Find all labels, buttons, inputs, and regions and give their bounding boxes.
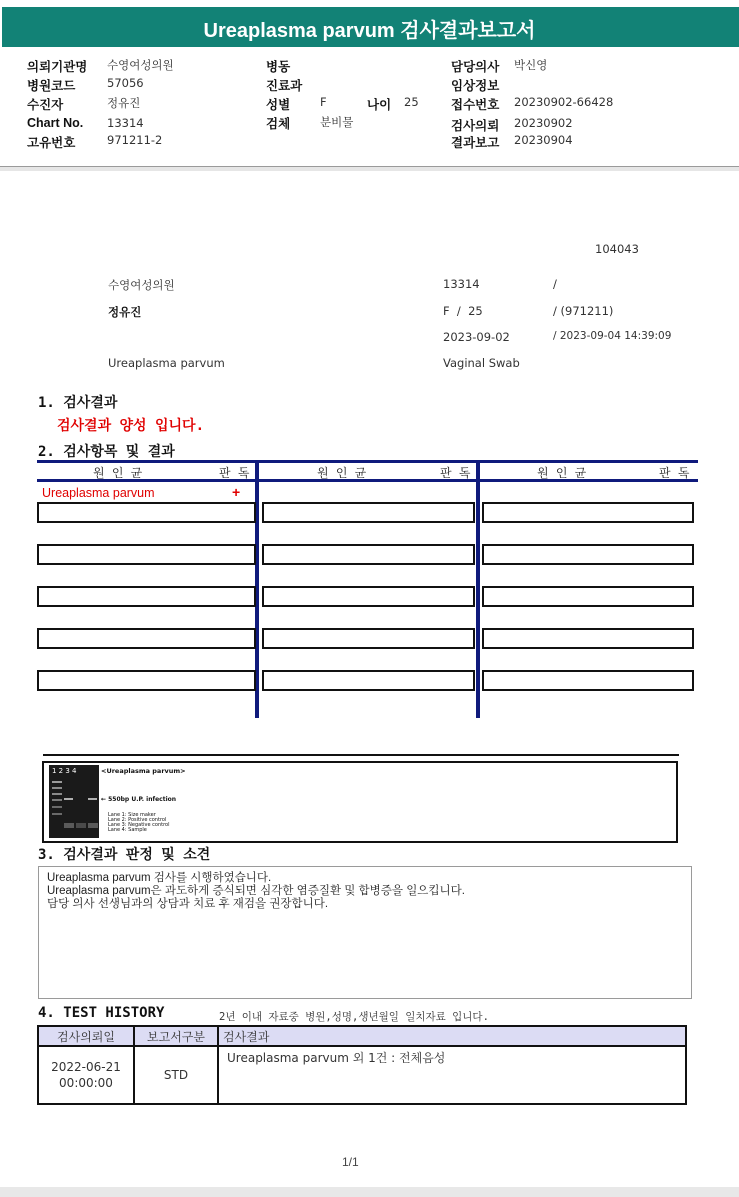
label-patient: 수진자 bbox=[27, 98, 64, 112]
history-col-type: 보고서구분 bbox=[134, 1026, 218, 1046]
table-col-divider-2 bbox=[476, 460, 480, 718]
section2-heading: 2. 검사항목 및 결과 bbox=[38, 444, 175, 460]
page-footer-band bbox=[0, 1187, 739, 1197]
gel-lane-numbers: 1 2 3 4 bbox=[52, 767, 77, 775]
result-box bbox=[262, 586, 475, 607]
remark-box bbox=[38, 866, 692, 999]
doc-birth: / (971211) bbox=[553, 304, 614, 318]
doc-sex-age: F / 25 bbox=[443, 304, 483, 318]
remark-line-3: 담당 의사 선생님과의 상담과 치료 후 재검을 권장합니다. bbox=[47, 898, 329, 910]
value-age: 25 bbox=[404, 95, 419, 109]
value-receipt-no: 20230902-66428 bbox=[514, 95, 614, 109]
history-header-row bbox=[38, 1026, 686, 1046]
history-cell-date bbox=[38, 1046, 134, 1104]
label-age: 나이 bbox=[367, 98, 392, 112]
gel-band-label: ← 550bp U.P. infection bbox=[101, 796, 177, 803]
section1-heading: 1. 검사결과 bbox=[38, 395, 118, 411]
doc-test-name: Ureaplasma parvum bbox=[108, 356, 225, 370]
doc-request-date: 2023-09-02 bbox=[443, 330, 510, 344]
label-department: 진료과 bbox=[266, 79, 303, 93]
value-hospital-code: 57056 bbox=[107, 76, 144, 90]
gel-legend-2: Lane 2: Positive control bbox=[108, 817, 167, 823]
col-pathogen-1: 원 인 균 bbox=[93, 466, 143, 480]
value-institution: 수영여성의원 bbox=[107, 58, 174, 72]
result-box bbox=[262, 502, 475, 523]
doc-code: 104043 bbox=[595, 242, 639, 256]
doc-report-datetime: / 2023-09-04 14:39:09 bbox=[553, 330, 672, 342]
gel-legend-4: Lane 4: Sample bbox=[108, 827, 147, 833]
value-patient: 정유진 bbox=[107, 96, 141, 110]
result-box bbox=[262, 670, 475, 691]
section3-heading: 3. 검사결과 판정 및 소견 bbox=[38, 847, 211, 863]
value-specimen: 분비물 bbox=[320, 115, 354, 129]
section4-heading: 4. TEST HISTORY bbox=[38, 1005, 165, 1021]
col-judge-1: 판 독 bbox=[219, 466, 250, 480]
remark-line-2: Ureaplasma parvum은 과도하게 증식되면 심각한 염증질환 및 합병증을 일으킵니다. bbox=[47, 885, 465, 897]
result-box bbox=[37, 544, 256, 565]
label-unique-no: 고유번호 bbox=[27, 136, 76, 150]
table-top-line bbox=[37, 460, 698, 463]
remark-line-1: Ureaplasma parvum 검사를 시행하였습니다. bbox=[47, 872, 272, 884]
history-note: 2년 이내 자료중 병원,성명,생년월일 일치자료 입니다. bbox=[219, 1011, 489, 1023]
history-col-date: 검사의뢰일 bbox=[38, 1026, 134, 1046]
value-report: 20230904 bbox=[514, 133, 573, 147]
history-time: 00:00:00 bbox=[59, 1076, 113, 1090]
result-box bbox=[37, 628, 256, 649]
report-title: Ureaplasma parvum 검사결과보고서 bbox=[203, 20, 536, 42]
label-ward: 병동 bbox=[266, 60, 291, 74]
item-pathogen: Ureaplasma parvum bbox=[42, 486, 155, 500]
doc-patient: 정유진 bbox=[108, 305, 142, 319]
result-box bbox=[262, 628, 475, 649]
col-pathogen-3: 원 인 균 bbox=[537, 466, 587, 480]
label-clinical-info: 임상정보 bbox=[451, 79, 500, 93]
gel-legend-3: Lane 3: Negative control bbox=[108, 822, 170, 828]
result-box bbox=[482, 544, 694, 565]
label-sex: 성별 bbox=[266, 98, 291, 112]
item-judge: + bbox=[232, 484, 241, 500]
doc-chart: 13314 bbox=[443, 277, 480, 291]
history-date: 2022-06-21 bbox=[51, 1060, 121, 1074]
report-header bbox=[0, 48, 739, 167]
col-judge-2: 판 독 bbox=[440, 466, 471, 480]
doc-slash: / bbox=[553, 277, 557, 291]
history-table bbox=[37, 1025, 687, 1105]
value-chart-no: 13314 bbox=[107, 116, 144, 130]
doc-specimen: Vaginal Swab bbox=[443, 356, 520, 370]
label-receipt-no: 접수번호 bbox=[451, 98, 500, 112]
value-sex: F bbox=[320, 95, 327, 109]
gel-image bbox=[44, 763, 676, 841]
result-box bbox=[482, 628, 694, 649]
result-box bbox=[37, 586, 256, 607]
gel-top-rule bbox=[43, 754, 679, 756]
gel-electrophoresis-figure bbox=[42, 761, 678, 843]
value-doctor: 박신영 bbox=[514, 58, 548, 72]
history-cell-type: STD bbox=[134, 1046, 218, 1104]
result-box bbox=[482, 670, 694, 691]
label-chart-no: Chart No. bbox=[27, 116, 84, 130]
label-institution: 의뢰기관명 bbox=[27, 60, 88, 74]
col-pathogen-2: 원 인 균 bbox=[317, 466, 367, 480]
page-number: 1/1 bbox=[342, 1155, 359, 1169]
result-box bbox=[482, 502, 694, 523]
result-box bbox=[37, 502, 256, 523]
history-col-result: 검사결과 bbox=[218, 1026, 686, 1046]
result-box bbox=[482, 586, 694, 607]
doc-hospital: 수영여성의원 bbox=[108, 278, 175, 292]
value-request: 20230902 bbox=[514, 116, 573, 130]
history-cell-result: Ureaplasma parvum 외 1건 : 전체음성 bbox=[218, 1046, 686, 1104]
label-specimen: 검체 bbox=[266, 117, 291, 131]
gel-title: <Ureaplasma parvum> bbox=[101, 767, 186, 775]
result-box bbox=[262, 544, 475, 565]
label-hospital-code: 병원코드 bbox=[27, 79, 76, 93]
title-bar bbox=[0, 0, 739, 48]
gel-legend-1: Lane 1: Size maker bbox=[108, 812, 156, 818]
col-judge-3: 판 독 bbox=[659, 466, 690, 480]
label-request: 검사의뢰 bbox=[451, 119, 500, 133]
table-row bbox=[38, 1046, 686, 1104]
section1-result: 검사결과 양성 입니다. bbox=[57, 418, 205, 434]
label-doctor: 담당의사 bbox=[451, 60, 500, 74]
header-separator bbox=[0, 167, 739, 171]
label-report: 결과보고 bbox=[451, 136, 500, 150]
result-box bbox=[37, 670, 256, 691]
value-unique-no: 971211-2 bbox=[107, 133, 163, 147]
